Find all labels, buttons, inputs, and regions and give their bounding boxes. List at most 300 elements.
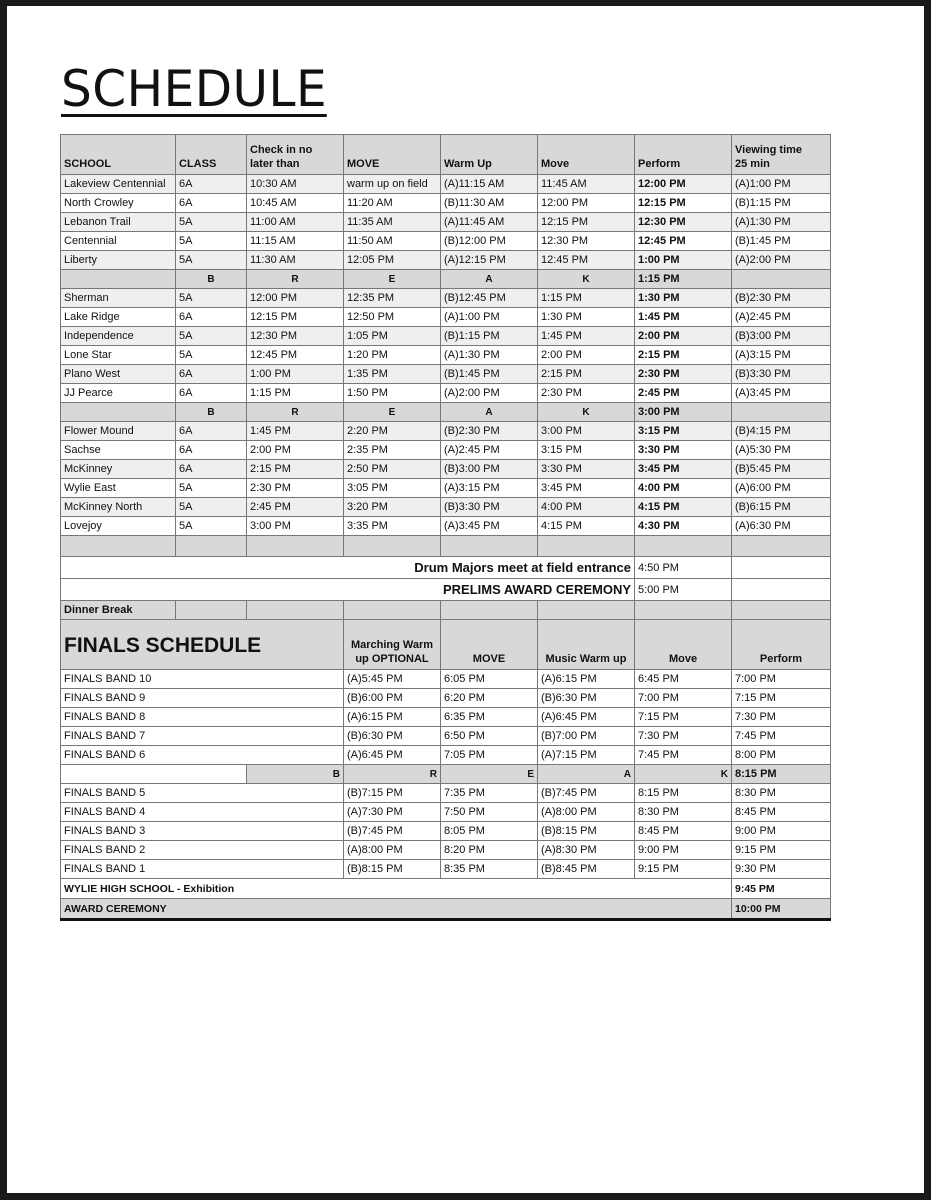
- table-cell: (A)6:45 PM: [344, 746, 441, 765]
- school-name: North Crowley: [61, 194, 176, 213]
- table-cell: (B)3:30 PM: [441, 498, 538, 517]
- break-letter: R: [344, 765, 441, 784]
- break-row: [61, 270, 831, 289]
- band-name: FINALS BAND 7: [61, 727, 344, 746]
- finals-band-row: [61, 860, 831, 879]
- table-cell: warm up on field: [344, 175, 441, 194]
- table-cell: 2:15 PM: [635, 346, 732, 365]
- table-cell: 6A: [176, 308, 247, 327]
- table-cell: 2:45 PM: [247, 498, 344, 517]
- school-row: [61, 460, 831, 479]
- table-cell: 6:20 PM: [441, 689, 538, 708]
- table-cell: 6A: [176, 422, 247, 441]
- table-cell: 12:45 PM: [635, 232, 732, 251]
- table-cell: (B)1:45 PM: [732, 232, 831, 251]
- column-header: [441, 620, 538, 670]
- table-cell: (B)4:15 PM: [732, 422, 831, 441]
- table-cell: (A)2:00 PM: [732, 251, 831, 270]
- break-row: [61, 403, 831, 422]
- table-cell: 12:00 PM: [635, 175, 732, 194]
- dinner-break-row: [61, 601, 831, 620]
- table-cell: [247, 536, 344, 557]
- header-text: up OPTIONAL: [355, 653, 429, 665]
- announcement-time: 5:00 PM: [635, 579, 732, 601]
- table-cell: (A)5:30 PM: [732, 441, 831, 460]
- header-text: Check in no: [250, 144, 313, 156]
- table-cell: 12:15 PM: [247, 308, 344, 327]
- table-cell: (B)6:00 PM: [344, 689, 441, 708]
- footer-time: 9:45 PM: [732, 879, 831, 899]
- column-header: [176, 135, 247, 175]
- table-cell: 5A: [176, 251, 247, 270]
- table-cell: (A)6:15 PM: [538, 670, 635, 689]
- table-cell: 2:15 PM: [247, 460, 344, 479]
- table-cell: 11:00 AM: [247, 213, 344, 232]
- school-name: JJ Pearce: [61, 384, 176, 403]
- table-cell: (A)3:45 PM: [732, 384, 831, 403]
- footer-time: 10:00 PM: [732, 899, 831, 920]
- break-letter: K: [538, 403, 635, 422]
- school-row: [61, 422, 831, 441]
- finals-band-row: [61, 841, 831, 860]
- header-text: Move: [541, 158, 570, 170]
- table-cell: (A)3:45 PM: [441, 517, 538, 536]
- table-cell: 2:15 PM: [538, 365, 635, 384]
- table-cell: 5A: [176, 498, 247, 517]
- table-cell: (B)8:15 PM: [538, 822, 635, 841]
- table-cell: 2:30 PM: [538, 384, 635, 403]
- prelims-header-row: [61, 135, 831, 175]
- header-text: Music Warm up: [545, 653, 627, 665]
- table-cell: 1:15 PM: [538, 289, 635, 308]
- table-cell: (B)7:45 PM: [344, 822, 441, 841]
- table-cell: 8:05 PM: [441, 822, 538, 841]
- school-name: Lebanon Trail: [61, 213, 176, 232]
- table-cell: 6:05 PM: [441, 670, 538, 689]
- finals-band-row: [61, 803, 831, 822]
- table-cell: (B)11:30 AM: [441, 194, 538, 213]
- finals-band-row: [61, 670, 831, 689]
- finals-band-row: [61, 822, 831, 841]
- school-name: Lone Star: [61, 346, 176, 365]
- table-cell: [441, 536, 538, 557]
- table-cell: 1:30 PM: [538, 308, 635, 327]
- table-cell: 2:50 PM: [344, 460, 441, 479]
- table-cell: (B)12:45 PM: [441, 289, 538, 308]
- announcement-label: PRELIMS AWARD CEREMONY: [61, 579, 635, 601]
- table-cell: (B)3:00 PM: [732, 327, 831, 346]
- table-cell: [732, 579, 831, 601]
- table-cell: 2:45 PM: [635, 384, 732, 403]
- table-cell: 1:30 PM: [635, 289, 732, 308]
- table-cell: (A)8:30 PM: [538, 841, 635, 860]
- table-cell: 3:05 PM: [344, 479, 441, 498]
- school-name: Lake Ridge: [61, 308, 176, 327]
- header-text: MOVE: [472, 653, 506, 665]
- table-cell: 6:45 PM: [635, 670, 732, 689]
- break-letter: B: [247, 765, 344, 784]
- break-letter: B: [176, 270, 247, 289]
- table-cell: 8:15 PM: [635, 784, 732, 803]
- table-cell: 7:30 PM: [635, 727, 732, 746]
- table-cell: (A)1:00 PM: [732, 175, 831, 194]
- table-cell: 7:15 PM: [732, 689, 831, 708]
- table-cell: (A)2:00 PM: [441, 384, 538, 403]
- table-cell: 2:00 PM: [538, 346, 635, 365]
- table-cell: 12:45 PM: [247, 346, 344, 365]
- school-row: [61, 498, 831, 517]
- break-row: [61, 765, 831, 784]
- footer-label: AWARD CEREMONY: [61, 899, 732, 920]
- table-cell: (B)7:00 PM: [538, 727, 635, 746]
- table-cell: (A)1:30 PM: [441, 346, 538, 365]
- header-text: SCHOOL: [64, 158, 112, 170]
- table-cell: [732, 536, 831, 557]
- table-cell: (A)8:00 PM: [344, 841, 441, 860]
- table-cell: 7:15 PM: [635, 708, 732, 727]
- table-cell: (A)7:30 PM: [344, 803, 441, 822]
- school-name: Plano West: [61, 365, 176, 384]
- table-cell: 7:50 PM: [441, 803, 538, 822]
- table-cell: [61, 270, 176, 289]
- table-cell: 2:30 PM: [635, 365, 732, 384]
- table-cell: 3:45 PM: [538, 479, 635, 498]
- table-cell: 9:15 PM: [635, 860, 732, 879]
- table-cell: 5A: [176, 517, 247, 536]
- table-cell: 11:30 AM: [247, 251, 344, 270]
- table-cell: 7:35 PM: [441, 784, 538, 803]
- school-row: [61, 251, 831, 270]
- school-name: Wylie East: [61, 479, 176, 498]
- table-cell: (B)6:15 PM: [732, 498, 831, 517]
- schedule-table: [60, 134, 831, 921]
- band-name: FINALS BAND 3: [61, 822, 344, 841]
- break-letter: A: [538, 765, 635, 784]
- table-cell: (A)3:15 PM: [732, 346, 831, 365]
- header-text: Viewing time: [735, 144, 803, 156]
- table-cell: 3:15 PM: [635, 422, 732, 441]
- table-cell: 3:45 PM: [635, 460, 732, 479]
- table-cell: 2:20 PM: [344, 422, 441, 441]
- table-cell: 11:20 AM: [344, 194, 441, 213]
- header-text: Perform: [759, 653, 803, 665]
- table-cell: [247, 601, 344, 620]
- break-letter: K: [635, 765, 732, 784]
- break-letter: A: [441, 403, 538, 422]
- header-text: MOVE: [347, 158, 380, 170]
- table-cell: 2:00 PM: [247, 441, 344, 460]
- table-cell: (B)3:00 PM: [441, 460, 538, 479]
- table-cell: (A)12:15 PM: [441, 251, 538, 270]
- school-name: McKinney: [61, 460, 176, 479]
- table-cell: 2:00 PM: [635, 327, 732, 346]
- table-cell: [61, 403, 176, 422]
- table-cell: 12:45 PM: [538, 251, 635, 270]
- table-cell: 10:45 AM: [247, 194, 344, 213]
- table-cell: [176, 536, 247, 557]
- table-cell: 7:30 PM: [732, 708, 831, 727]
- table-cell: 12:30 PM: [635, 213, 732, 232]
- finals-title: FINALS SCHEDULE: [61, 620, 344, 670]
- table-cell: 9:15 PM: [732, 841, 831, 860]
- table-cell: [732, 557, 831, 579]
- table-cell: [635, 536, 732, 557]
- break-time: 3:00 PM: [635, 403, 732, 422]
- table-cell: 3:00 PM: [247, 517, 344, 536]
- table-cell: (A)7:15 PM: [538, 746, 635, 765]
- band-name: FINALS BAND 2: [61, 841, 344, 860]
- table-cell: [344, 536, 441, 557]
- table-cell: 6A: [176, 194, 247, 213]
- band-name: FINALS BAND 10: [61, 670, 344, 689]
- table-cell: 3:30 PM: [538, 460, 635, 479]
- table-cell: 2:35 PM: [344, 441, 441, 460]
- table-cell: (A)2:45 PM: [441, 441, 538, 460]
- band-name: FINALS BAND 9: [61, 689, 344, 708]
- table-cell: 9:00 PM: [732, 822, 831, 841]
- table-cell: 12:35 PM: [344, 289, 441, 308]
- school-row: [61, 213, 831, 232]
- table-cell: (B)7:45 PM: [538, 784, 635, 803]
- table-cell: 10:30 AM: [247, 175, 344, 194]
- finals-band-row: [61, 708, 831, 727]
- table-cell: 1:35 PM: [344, 365, 441, 384]
- table-cell: 6A: [176, 175, 247, 194]
- table-cell: (A)1:30 PM: [732, 213, 831, 232]
- table-cell: [61, 765, 247, 784]
- school-row: [61, 365, 831, 384]
- table-cell: 12:50 PM: [344, 308, 441, 327]
- header-text: 25 min: [735, 158, 770, 170]
- school-row: [61, 289, 831, 308]
- break-letter: E: [441, 765, 538, 784]
- footer-label: WYLIE HIGH SCHOOL - Exhibition: [61, 879, 732, 899]
- table-cell: 1:00 PM: [247, 365, 344, 384]
- school-name: McKinney North: [61, 498, 176, 517]
- band-name: FINALS BAND 6: [61, 746, 344, 765]
- table-cell: (A)8:00 PM: [538, 803, 635, 822]
- table-cell: 5A: [176, 289, 247, 308]
- table-cell: [61, 536, 176, 557]
- table-cell: [176, 601, 247, 620]
- column-header: [635, 135, 732, 175]
- column-header: [538, 620, 635, 670]
- table-cell: 9:30 PM: [732, 860, 831, 879]
- table-cell: 5A: [176, 232, 247, 251]
- school-row: [61, 384, 831, 403]
- table-cell: (B)2:30 PM: [441, 422, 538, 441]
- table-cell: 4:00 PM: [635, 479, 732, 498]
- column-header: [61, 135, 176, 175]
- table-cell: 3:30 PM: [635, 441, 732, 460]
- table-cell: 1:45 PM: [247, 422, 344, 441]
- table-cell: 6:50 PM: [441, 727, 538, 746]
- table-cell: (B)12:00 PM: [441, 232, 538, 251]
- table-cell: 5A: [176, 213, 247, 232]
- table-cell: 11:45 AM: [538, 175, 635, 194]
- column-header: [441, 135, 538, 175]
- school-row: [61, 517, 831, 536]
- school-row: [61, 194, 831, 213]
- school-name: Liberty: [61, 251, 176, 270]
- break-letter: K: [538, 270, 635, 289]
- header-text: later than: [250, 158, 300, 170]
- table-cell: (A)11:45 AM: [441, 213, 538, 232]
- page-title: SCHEDULE: [61, 60, 328, 118]
- table-cell: 1:00 PM: [635, 251, 732, 270]
- band-name: FINALS BAND 8: [61, 708, 344, 727]
- table-cell: (B)6:30 PM: [344, 727, 441, 746]
- table-cell: 6A: [176, 460, 247, 479]
- table-cell: 6A: [176, 365, 247, 384]
- school-row: [61, 175, 831, 194]
- table-cell: 8:30 PM: [732, 784, 831, 803]
- announcement-row: [61, 579, 831, 601]
- table-cell: 1:20 PM: [344, 346, 441, 365]
- table-cell: (A)5:45 PM: [344, 670, 441, 689]
- table-cell: 4:15 PM: [635, 498, 732, 517]
- header-text: Marching Warm: [350, 639, 434, 651]
- finals-band-row: [61, 784, 831, 803]
- table-cell: (B)1:15 PM: [441, 327, 538, 346]
- table-cell: 1:15 PM: [247, 384, 344, 403]
- column-header: [538, 135, 635, 175]
- table-cell: (B)5:45 PM: [732, 460, 831, 479]
- table-cell: (B)8:45 PM: [538, 860, 635, 879]
- table-cell: 8:30 PM: [635, 803, 732, 822]
- table-cell: 12:00 PM: [247, 289, 344, 308]
- table-cell: 12:05 PM: [344, 251, 441, 270]
- table-cell: [732, 403, 831, 422]
- table-cell: 12:15 PM: [538, 213, 635, 232]
- table-cell: (B)7:15 PM: [344, 784, 441, 803]
- table-cell: 11:35 AM: [344, 213, 441, 232]
- table-cell: 11:15 AM: [247, 232, 344, 251]
- finals-band-row: [61, 746, 831, 765]
- school-name: Independence: [61, 327, 176, 346]
- table-cell: (A)1:00 PM: [441, 308, 538, 327]
- table-cell: 5A: [176, 327, 247, 346]
- table-cell: 1:05 PM: [344, 327, 441, 346]
- header-text: CLASS: [179, 158, 217, 170]
- table-cell: 4:15 PM: [538, 517, 635, 536]
- table-cell: [732, 601, 831, 620]
- table-cell: 3:35 PM: [344, 517, 441, 536]
- school-row: [61, 346, 831, 365]
- table-cell: [732, 270, 831, 289]
- table-cell: (B)2:30 PM: [732, 289, 831, 308]
- school-name: Sachse: [61, 441, 176, 460]
- table-cell: 6:35 PM: [441, 708, 538, 727]
- table-cell: 7:45 PM: [732, 727, 831, 746]
- table-cell: 7:45 PM: [635, 746, 732, 765]
- table-cell: (B)1:15 PM: [732, 194, 831, 213]
- table-cell: (A)6:15 PM: [344, 708, 441, 727]
- column-header: [344, 135, 441, 175]
- schedule-page: [7, 6, 924, 1193]
- footer-row: [61, 879, 831, 899]
- column-header: [732, 620, 831, 670]
- dinner-break-label: Dinner Break: [61, 601, 176, 620]
- table-cell: 7:05 PM: [441, 746, 538, 765]
- table-cell: (B)3:30 PM: [732, 365, 831, 384]
- column-header: [247, 135, 344, 175]
- break-letter: A: [441, 270, 538, 289]
- announcement-row: [61, 557, 831, 579]
- table-cell: (A)2:45 PM: [732, 308, 831, 327]
- band-name: FINALS BAND 1: [61, 860, 344, 879]
- table-cell: [538, 601, 635, 620]
- table-cell: 8:45 PM: [635, 822, 732, 841]
- table-cell: 8:35 PM: [441, 860, 538, 879]
- break-time: 1:15 PM: [635, 270, 732, 289]
- break-letter: R: [247, 270, 344, 289]
- school-row: [61, 441, 831, 460]
- table-cell: 7:00 PM: [732, 670, 831, 689]
- band-name: FINALS BAND 5: [61, 784, 344, 803]
- table-cell: (A)6:00 PM: [732, 479, 831, 498]
- school-name: Flower Mound: [61, 422, 176, 441]
- table-cell: 4:00 PM: [538, 498, 635, 517]
- table-cell: 7:00 PM: [635, 689, 732, 708]
- table-cell: 4:30 PM: [635, 517, 732, 536]
- band-name: FINALS BAND 4: [61, 803, 344, 822]
- school-row: [61, 308, 831, 327]
- table-cell: [344, 601, 441, 620]
- footer-row: [61, 899, 831, 920]
- school-name: Lovejoy: [61, 517, 176, 536]
- column-header: [732, 135, 831, 175]
- table-cell: 11:50 AM: [344, 232, 441, 251]
- table-cell: 1:45 PM: [538, 327, 635, 346]
- break-letter: E: [344, 270, 441, 289]
- table-cell: 8:00 PM: [732, 746, 831, 765]
- table-cell: (B)1:45 PM: [441, 365, 538, 384]
- table-cell: [635, 601, 732, 620]
- table-cell: 1:45 PM: [635, 308, 732, 327]
- table-cell: 12:30 PM: [538, 232, 635, 251]
- table-cell: 6A: [176, 384, 247, 403]
- table-cell: 5A: [176, 479, 247, 498]
- table-cell: 8:20 PM: [441, 841, 538, 860]
- table-cell: 3:20 PM: [344, 498, 441, 517]
- finals-band-row: [61, 727, 831, 746]
- table-cell: (A)11:15 AM: [441, 175, 538, 194]
- school-name: Centennial: [61, 232, 176, 251]
- break-time: 8:15 PM: [732, 765, 831, 784]
- column-header: [635, 620, 732, 670]
- school-name: Sherman: [61, 289, 176, 308]
- table-cell: 3:15 PM: [538, 441, 635, 460]
- spacer-row: [61, 536, 831, 557]
- break-letter: B: [176, 403, 247, 422]
- table-cell: 8:45 PM: [732, 803, 831, 822]
- break-letter: E: [344, 403, 441, 422]
- announcement-label: Drum Majors meet at field entrance: [61, 557, 635, 579]
- table-cell: (B)6:30 PM: [538, 689, 635, 708]
- table-cell: (B)8:15 PM: [344, 860, 441, 879]
- table-cell: 12:30 PM: [247, 327, 344, 346]
- table-cell: 12:15 PM: [635, 194, 732, 213]
- announcement-time: 4:50 PM: [635, 557, 732, 579]
- table-cell: [538, 536, 635, 557]
- table-cell: (A)3:15 PM: [441, 479, 538, 498]
- school-name: Lakeview Centennial: [61, 175, 176, 194]
- table-cell: (A)6:45 PM: [538, 708, 635, 727]
- finals-header-row: [61, 620, 831, 670]
- table-cell: 6A: [176, 441, 247, 460]
- table-cell: [441, 601, 538, 620]
